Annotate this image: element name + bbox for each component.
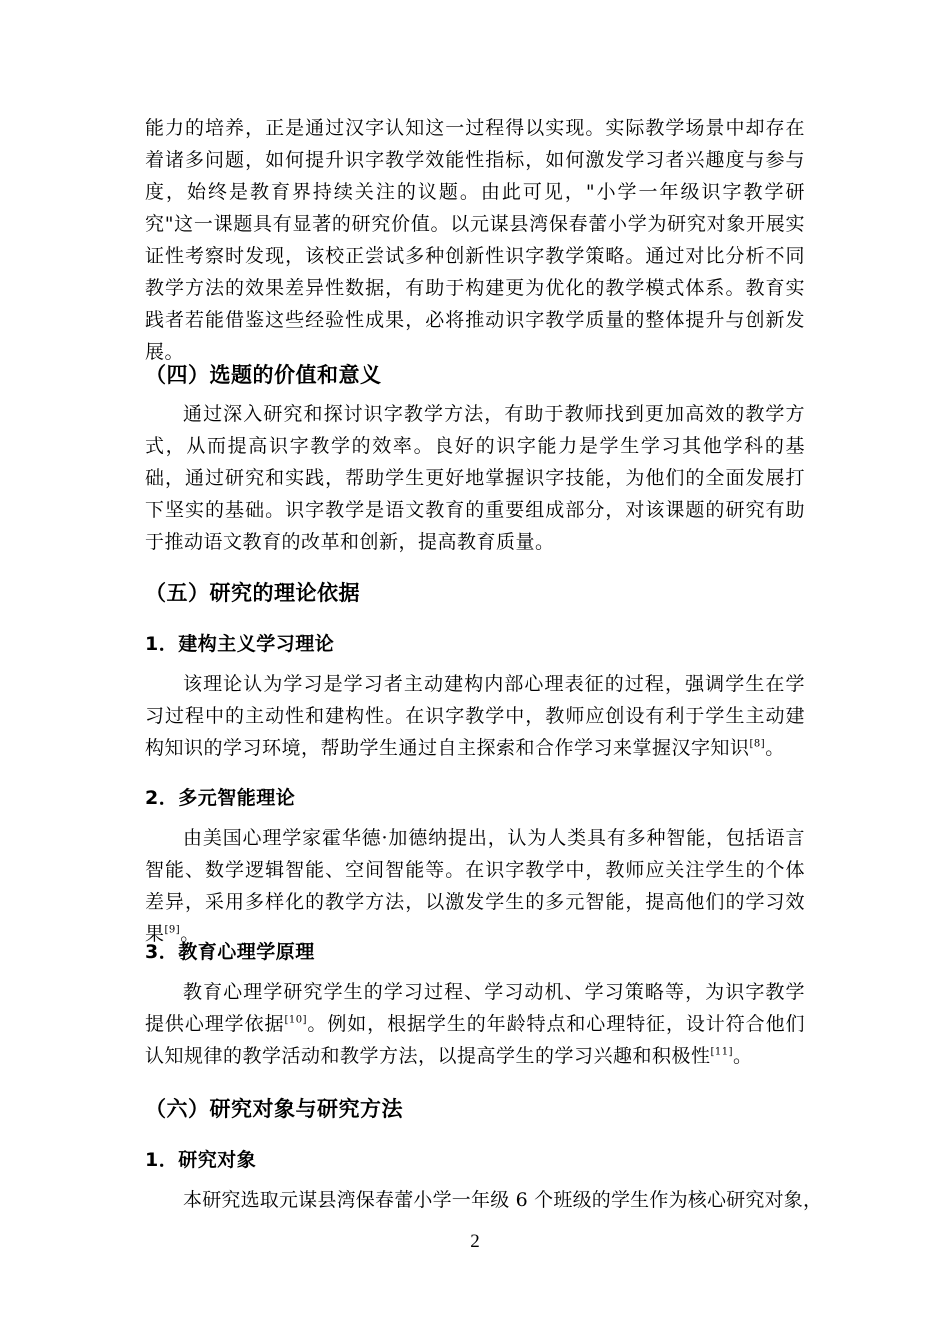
paragraph-text: 由美国心理学家霍华德·加德纳提出，认为人类具有多种智能，包括语言智能、数学逻辑智能、空间智能等。在识字教学中，教师应关注学生的个体差异，采用多样化的教学方法，以激发学生的多元智能，提高他们的学习效果 [145,827,805,945]
heading-research-subject: 1．研究对象 [145,1149,257,1171]
heading-section-5: （五）研究的理论依据 [145,581,360,605]
heading-section-6: （六）研究对象与研究方法 [145,1097,403,1121]
heading-section-4: （四）选题的价值和意义 [145,363,382,387]
paragraph-research-subject [145,1184,823,1216]
paragraph-multiple-intelligences [145,822,805,950]
paragraph-end: 。 [180,923,200,945]
paragraph-text: 教育心理学研究学生的学习过程、学习动机、学习策略等，为识字教学提供心理学依据 [145,981,805,1035]
paragraph-value-significance [145,398,805,558]
paragraph-constructivism [145,668,805,764]
page-number: 2 [470,1231,480,1252]
heading-multiple-intelligences: 2．多元智能理论 [145,787,296,809]
paragraph-text: 该理论认为学习是学习者主动建构内部心理表征的过程，强调学生在学习过程中的主动性和建构性。在识字教学中，教师应创设有利于学生主动建构知识的学习环境，帮助学生通过自主探索和合作学习来掌握汉字知识 [145,673,805,759]
paragraph-text: 通过深入研究和探讨识字教学方法，有助于教师找到更加高效的教学方式，从而提高识字教学的效率。良好的识字能力是学生学习其他学科的基础，通过研究和实践，帮助学生更好地掌握识字技能，为他们的全面发展打下坚实的基础。识字教学是语文教育的重要组成部分，对该课题的研究有助于推动语文教育的改革和创新，提高教育质量。 [145,403,805,553]
paragraph-text: 能力的培养，正是通过汉字认知这一过程得以实现。实际教学场景中却存在着诸多问题，如何提升识字教学效能性指标，如何激发学习者兴趣度与参与度，始终是教育界持续关注的议题。由此可见，"小学一年级识字教学研究"这一课题具有显著的研究价值。以元谋县湾保春蕾小学为研究对象开展实证性考察时发现，该校正尝试多种创新性识字教学策略。通过对比分析不同教学方法的效果差异性数据，有助于构建更为优化的教学模式体系。教育实践者若能借鉴这些经验性成果，必将推动识字教学质量的整体提升与创新发展。 [145,117,805,363]
citation-ref: [9] [164,924,181,936]
paragraph-text: 。例如，根据学生的年龄特点和心理特征，设计符合他们认知规律的教学活动和教学方法，以提高学生的学习兴趣和积极性 [145,1013,805,1067]
paragraph-intro-continued [145,112,805,368]
heading-constructivism: 1．建构主义学习理论 [145,633,335,655]
paragraph-end: 。 [765,737,785,759]
citation-ref: [10] [284,1014,307,1026]
heading-educational-psychology: 3．教育心理学原理 [145,941,315,963]
paragraph-text: 本研究选取元谋县湾保春蕾小学一年级 6 个班级的学生作为核心研究对象， [183,1189,823,1211]
paragraph-end: 。 [733,1045,753,1067]
paragraph-educational-psychology [145,976,805,1072]
citation-ref: [8] [749,738,766,750]
citation-ref: [11] [710,1046,734,1058]
